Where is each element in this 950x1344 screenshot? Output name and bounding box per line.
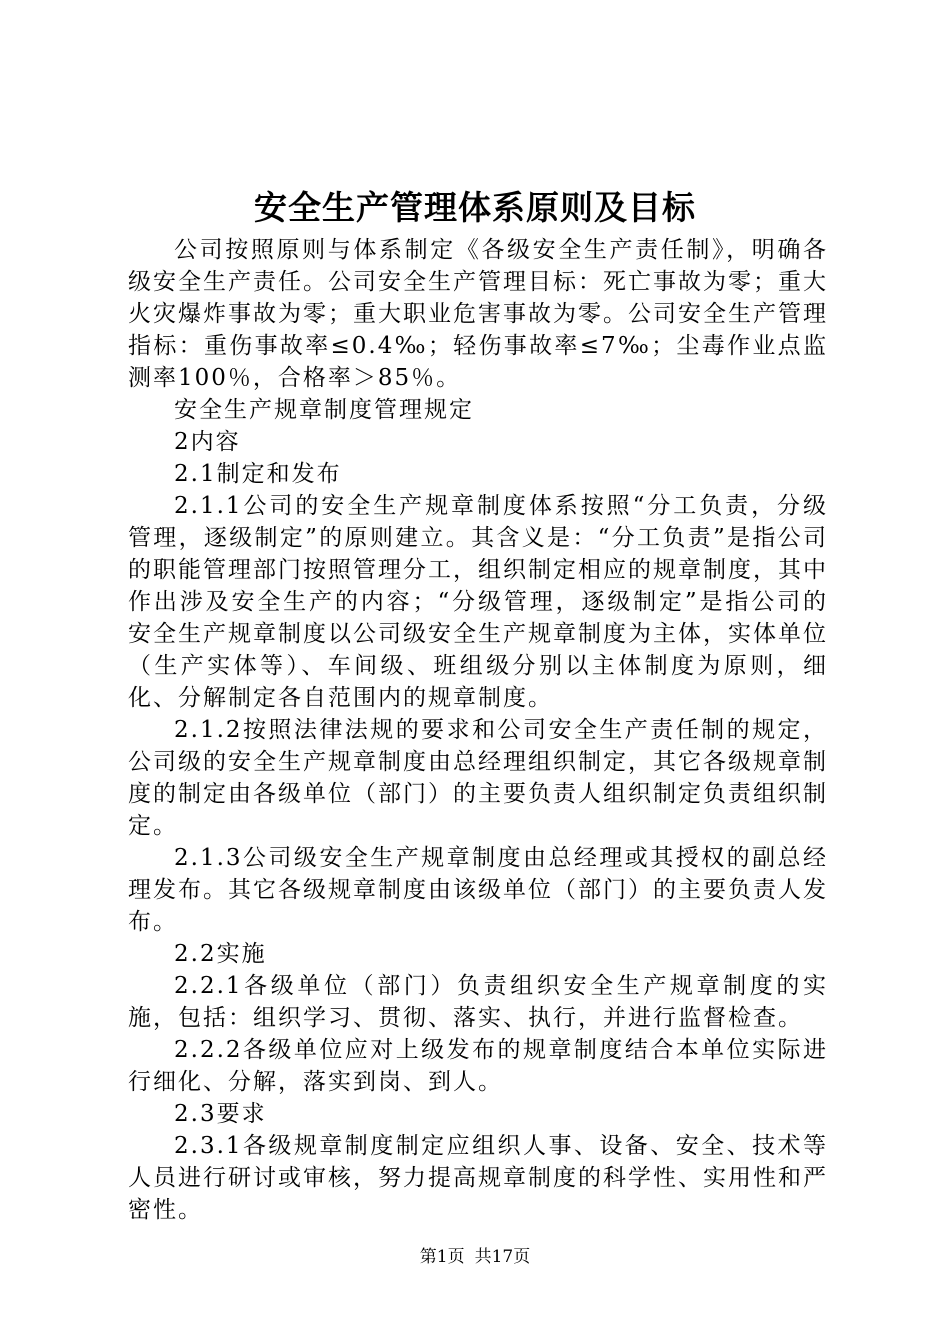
paragraph-2-2-2: 2.2.2各级单位应对上级发布的规章制度结合本单位实际进行细化、分解，落实到岗、到人。 <box>128 1037 828 1095</box>
page-footer <box>0 1245 950 1269</box>
paragraph-2-3-1: 2.3.1各级规章制度制定应组织人事、设备、安全、技术等人员进行研讨或审核，努力提高规章制度的科学性、实用性和严密性。 <box>128 1133 828 1223</box>
paragraph-2-1-2: 2.1.2按照法律法规的要求和公司安全生产责任制的规定，公司级的安全生产规章制度由总经理组织制定，其它各级规章制度的制定由各级单位（部门）的主要负责人组织制定负责组织制定。 <box>128 717 828 839</box>
section-heading-2-2: 2.2实施 <box>174 941 267 967</box>
paragraph-2-1-1: 2.1.1公司的安全生产规章制度体系按照“分工负责，分级管理，逐级制定”的原则建立。其含义是：“分工负责”是指公司的职能管理部门按照管理分工，组织制定相应的规章制度，其中作出涉及安全生产的内容；“分级管理，逐级制定”是指公司的安全生产规章制度以公司级安全生产规章制度为主体，实体单位（生产实体等）、车间级、班组级分别以主体制度为原则，细化、分解制定各自范围内的规章制度。 <box>128 493 828 711</box>
document-title: 安全生产管理体系原则及目标 <box>254 188 696 227</box>
paragraph-intro: 公司按照原则与体系制定《各级安全生产责任制》，明确各级安全生产责任。公司安全生产管理目标：死亡事故为零；重大火灾爆炸事故为零；重大职业危害事故为零。公司安全生产管理指标：重伤事故率≤0.4‰；轻伤事故率≤7‰；尘毒作业点监测率100％，合格率＞85％。 <box>128 237 828 391</box>
paragraph-2-2-1: 2.2.1各级单位（部门）负责组织安全生产规章制度的实施，包括：组织学习、贯彻、落实、执行，并进行监督检查。 <box>128 973 828 1031</box>
section-heading-2-1: 2.1制定和发布 <box>174 461 342 487</box>
section-heading-regulations: 安全生产规章制度管理规定 <box>174 397 474 423</box>
section-heading-2-3: 2.3要求 <box>174 1101 267 1127</box>
page-total: 共17页 <box>474 1247 531 1267</box>
page-number: 第1页 <box>419 1247 465 1267</box>
section-heading-2: 2内容 <box>174 429 241 455</box>
document-body <box>128 234 828 1226</box>
paragraph-2-1-3: 2.1.3公司级安全生产规章制度由总经理或其授权的副总经理发布。其它各级规章制度由该级单位（部门）的主要负责人发布。 <box>128 845 828 935</box>
